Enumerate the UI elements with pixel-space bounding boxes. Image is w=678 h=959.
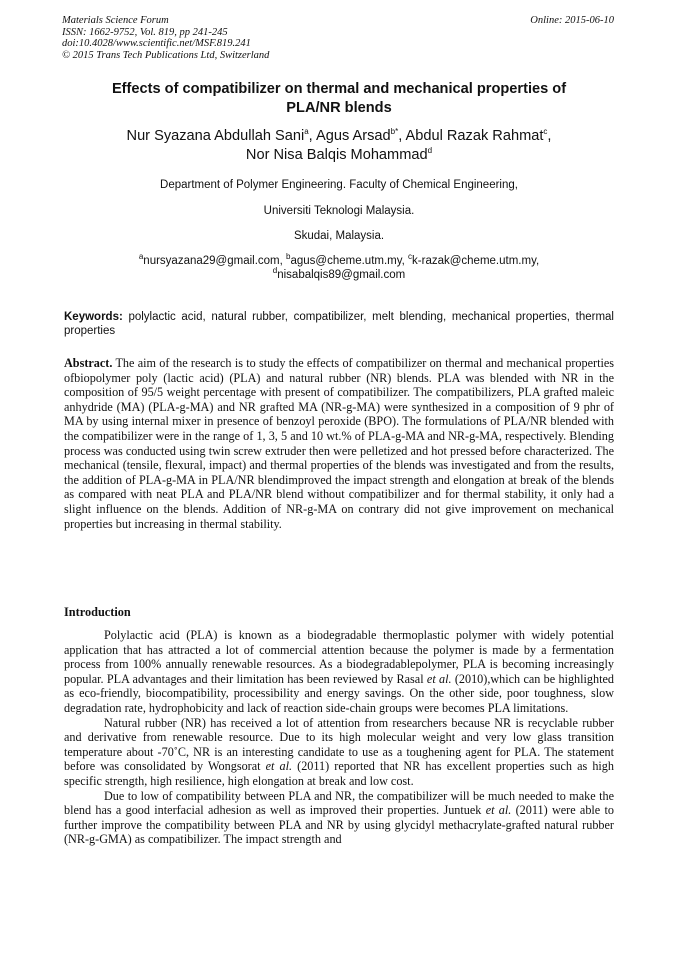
author-name: Agus Arsad xyxy=(315,128,391,144)
author-affil-mark: b* xyxy=(390,127,399,137)
email-sep: , xyxy=(279,255,287,267)
author-sep: , xyxy=(547,128,552,144)
affiliation-line-3: Skudai, Malaysia. xyxy=(293,230,385,242)
intro-text: (2010),which can be highlighted as eco-friendly, biocompatibility, processibility and energy savings. On the other side, poor toughness, slow degradation rate, hydrophobicity and lack of reaction side-chain groups were becomes PLA limitations. xyxy=(64,671,614,715)
email-address: k-razak@cheme.utm.my, xyxy=(412,255,540,267)
email-sep: , xyxy=(401,255,409,267)
abstract-section xyxy=(64,356,614,531)
author-line-2 xyxy=(60,146,618,165)
keywords-text: polylactic acid, natural rubber, compatibilizer, melt blending, mechanical properties, thermal properties xyxy=(64,311,614,337)
affiliation-line-2: Universiti Teknologi Malaysia. xyxy=(263,205,415,217)
author-line-1 xyxy=(60,127,618,146)
journal-name: Materials Science Forum xyxy=(62,15,169,26)
email-mark: a xyxy=(138,252,144,262)
intro-text: (2011) reported that NR has excellent properties such as high specific strength, high resilience, high elongation at break and low cost. xyxy=(64,759,614,788)
keywords-label: Keywords: xyxy=(64,311,123,323)
author-affil-mark: c xyxy=(543,127,548,137)
affiliation-line-1: Department of Polymer Engineering. Faculty of Chemical Engineering, xyxy=(160,179,518,191)
author-name: Abdul Razak Rahmat xyxy=(405,128,544,144)
author-name: Nur Syazana Abdullah Sani xyxy=(126,128,305,144)
intro-text: (2011) were able to further improve the compatibility between PLA and NR by using glycidyl methacrylate-grafted natural rubber (NR-g-GMA) as compatibilizer. The impact strength and xyxy=(64,803,614,847)
intro-citation-etal: et al. xyxy=(426,671,452,686)
author-affil-mark: d xyxy=(427,146,433,156)
intro-paragraph xyxy=(64,716,614,789)
email-line-1 xyxy=(60,254,618,268)
author-name: Nor Nisa Balqis Mohammad xyxy=(245,147,428,163)
intro-citation-etal: et al. xyxy=(485,803,512,818)
email-line-2 xyxy=(60,268,618,282)
author-affil-mark: a xyxy=(304,127,309,137)
title-line-2: PLA/NR blends xyxy=(286,100,392,116)
author-sep: , xyxy=(398,128,406,144)
intro-text: Polylactic acid (PLA) is known as a biodegradable thermoplastic polymer with widely potential application that has attracted a lot of commercial attention because the polymer is made by a fermentation process from 100% annually renewable resources. As a biodegradablepolymer, PLA is becoming increasingly popular. PLA advantages and their limitation has been reviewed by Rasal xyxy=(64,628,614,686)
keywords-section xyxy=(64,310,614,338)
intro-citation-etal: et al. xyxy=(265,759,293,774)
author-emails xyxy=(60,254,618,282)
journal-header xyxy=(62,15,269,61)
email-address: agus@cheme.utm.my xyxy=(290,255,402,267)
author-list xyxy=(60,127,618,165)
email-mark: d xyxy=(272,266,278,276)
journal-doi: doi:10.4028/www.scientific.net/MSF.819.241 xyxy=(62,38,251,49)
intro-text: Due to low of compatibility between PLA and NR, the compatibilizer will be much needed to make the blend has a good interfacial adhesion as well as improved their properties. Juntuek xyxy=(64,788,614,818)
email-address: nursyazana29@gmail.com xyxy=(143,255,280,267)
abstract-label: Abstract. xyxy=(64,356,113,370)
paper-title xyxy=(60,80,618,118)
email-mark: b xyxy=(286,252,291,262)
email-mark: c xyxy=(408,252,413,262)
online-date: Online: 2015-06-10 xyxy=(530,15,614,26)
intro-paragraph xyxy=(64,628,614,716)
journal-issn: ISSN: 1662-9752, Vol. 819, pp 241-245 xyxy=(62,26,228,38)
journal-copyright: © 2015 Trans Tech Publications Ltd, Switzerland xyxy=(62,49,270,61)
author-sep: , xyxy=(308,128,316,144)
intro-text: Natural rubber (NR) has received a lot of attention from researchers because NR is recyclable rubber and derivative from renewable resource. Due to its high molecular weight and very low glass transition temperature about -70˚C, NR is an interesting candidate to use as a toughening agent for PLA. The statement before was consolidated by Wongsorat xyxy=(64,715,614,774)
section-heading-introduction: Introduction xyxy=(64,605,131,619)
introduction-body xyxy=(64,628,614,847)
abstract-text: The aim of the research is to study the effects of compatibilizer on thermal and mechanical properties ofbiopolymer poly (lactic acid) (PLA) and natural rubber (NR) blends. PLA was blended with NR in the composition of 95/5 weight percentage with present of compatibilizer. The compatibilizers, PLA grafted maleic anhydride (MA) (PLA-g-MA) and NR grafted MA (NR-g-MA) were synthesized in a composition of 9 phr of MA by using internal mixer in presence of benzoyl peroxide (BPO). The formulations of PLA/NR blended with the compatibilizer were in the range of 1, 3, 5 and 10 wt.% of PLA-g-MA and NR-g-MA, respectively. Blending process was conducted using twin screw extruder then were pelletized and hot pressed before characterized. The mechanical (tensile, flexural, impact) and thermal properties of the blends was investigated and from the results, the addition of PLA-g-MA in PLA/NR blendimproved the impact strength and elongation at break of the blends as compared with neat PLA and PLA/NR blend without compatibilizer and for thermal stability, it only had a slight influence on the blends. Addition of NR-g-MA on contrary did not give improvement on mechanical properties but increasing in thermal stability. xyxy=(64,356,614,531)
email-address: nisabalqis89@gmail.com xyxy=(277,269,406,281)
title-line-1: Effects of compatibilizer on thermal and mechanical properties of xyxy=(111,81,567,97)
intro-paragraph xyxy=(64,789,614,847)
